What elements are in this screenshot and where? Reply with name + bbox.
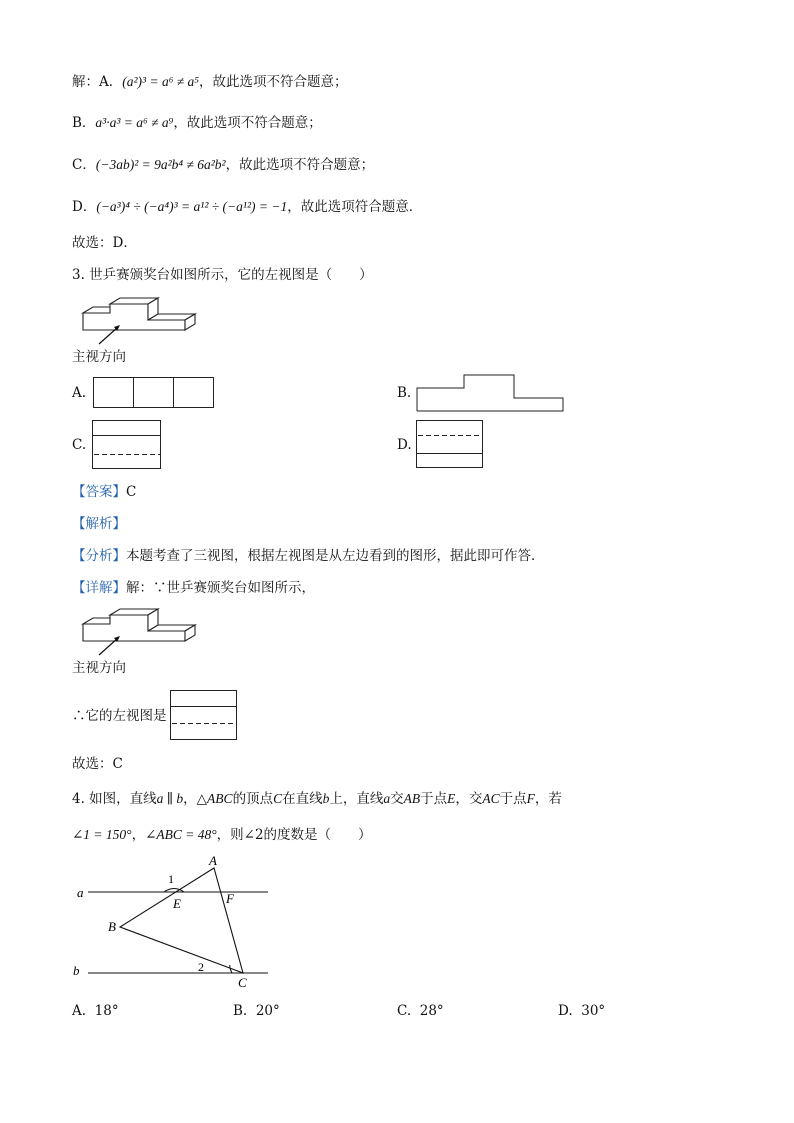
solution-c-prefix: C．	[72, 157, 96, 173]
detail-text: 解：∵世乒赛颁奖台如图所示，	[126, 580, 315, 596]
label-point-f: F	[226, 891, 234, 906]
solution-c-line	[72, 155, 374, 175]
q3-option-d-figure	[416, 420, 486, 470]
q3-answer-line	[72, 482, 136, 502]
detail-figure-caption: 主视方向	[72, 660, 126, 676]
conclusion-left-view	[170, 690, 238, 742]
fenxi-line	[72, 546, 545, 566]
conclusion-text: ∴它的左视图是	[72, 708, 167, 724]
answer-tag: 【答案】	[72, 484, 126, 500]
q4-mid5: 交	[390, 791, 404, 807]
q4-option-c-value: 28°	[419, 1003, 444, 1019]
solution-a-line	[72, 72, 348, 92]
solution-b-formula: a³·a³ = a⁶ ≠ a⁹	[95, 115, 174, 130]
q4-pt-f: F	[526, 791, 535, 806]
q3-option-b-figure	[416, 374, 566, 412]
q4-option-d	[558, 1003, 605, 1019]
label-line-a: a	[77, 885, 84, 900]
q4-cond-sep: ，	[131, 827, 146, 843]
solution-c-suffix: ，故此选项不符合题意；	[225, 157, 375, 173]
q4-mid7: ，交	[455, 791, 483, 807]
solution-a-formula: (a²)³ = a⁶ ≠ a⁵	[122, 74, 199, 89]
q3-option-a-label: A.	[72, 385, 87, 401]
label-point-b: B	[108, 919, 116, 934]
label-line-b: b	[73, 963, 80, 978]
detail-line	[72, 578, 315, 598]
q4-mid8: 于点	[499, 791, 527, 807]
q4-option-a	[72, 1003, 119, 1019]
q4-stem-end: ，若	[534, 791, 562, 807]
q4-option-a-letter: A.	[72, 1003, 87, 1019]
q3-option-d-label: D.	[397, 437, 412, 453]
q4-pt-c: C	[273, 791, 283, 806]
analysis-tag: 【解析】	[72, 516, 126, 532]
q4-option-b-value: 20°	[255, 1003, 280, 1019]
q4-option-b-letter: B.	[233, 1003, 248, 1019]
label-point-e: E	[173, 896, 181, 911]
solution-q2-answer: 故选：D．	[72, 235, 137, 251]
q3-stem: 3. 世乒赛颁奖台如图所示，它的左视图是（ ）	[72, 267, 373, 283]
q4-mid4: 上，直线	[329, 791, 384, 807]
solution-b-suffix: ，故此选项不符合题意；	[173, 115, 322, 131]
q4-mid2: 的顶点	[232, 791, 274, 807]
solution-a-suffix: ，故此选项不符合题意；	[199, 74, 348, 90]
solution-c-formula: (−3ab)² = 9a²b⁴ ≠ 6a²b²	[95, 157, 226, 172]
q4-option-a-value: 18°	[94, 1003, 119, 1019]
q4-mid3: 在直线	[282, 791, 323, 807]
fenxi-text: 本题考查了三视图，根据左视图是从左边看到的图形，据此即可作答．	[126, 548, 545, 564]
label-point-c: C	[238, 975, 247, 990]
q4-stem-line2	[72, 825, 372, 845]
q4-option-d-letter: D.	[558, 1003, 573, 1019]
q4-seg-ac: AC	[482, 791, 500, 806]
q4-cond2: ∠ABC = 48°	[145, 827, 217, 842]
solution-b-prefix: B．	[72, 115, 96, 131]
label-point-a: A	[209, 853, 217, 868]
label-angle-2: 2	[198, 960, 204, 974]
q3-option-b-label: B.	[397, 385, 412, 401]
q4-option-d-value: 30°	[581, 1003, 606, 1019]
solution-b-line	[72, 113, 322, 133]
q4-option-b	[233, 1003, 280, 1019]
detail-podium-figure	[80, 607, 200, 657]
solution-d-suffix: ，故此选项符合题意．	[287, 199, 423, 215]
solution-d-prefix: D．	[72, 199, 97, 215]
q4-cond-end: ，则∠2的度数是（ ）	[216, 827, 372, 843]
q4-parallel: a ∥ b	[156, 791, 184, 806]
q3-option-a-figure	[93, 377, 215, 409]
label-angle-1: 1	[168, 872, 174, 886]
q4-seg-ab: AB	[403, 791, 421, 806]
q3-figure-caption: 主视方向	[72, 349, 126, 365]
q4-line-a: a	[383, 791, 391, 806]
q4-line-b: b	[322, 791, 330, 806]
solution-a-prefix: 解：A．	[72, 74, 123, 90]
solution-d-line	[72, 197, 422, 217]
podium-figure	[80, 296, 200, 346]
solution-d-formula: (−a³)⁴ ÷ (−a⁴)³ = a¹² ÷ (−a¹²) = −1	[96, 199, 288, 214]
q4-stem-prefix: 4. 如图，直线	[72, 791, 157, 807]
q3-option-c-label: C.	[72, 437, 87, 453]
q4-mid6: 于点	[420, 791, 448, 807]
q4-mid1: ，	[183, 791, 197, 807]
q4-cond1: ∠1 = 150°	[72, 827, 132, 842]
detail-tag: 【详解】	[72, 580, 126, 596]
answer-value: C	[126, 484, 137, 500]
q4-stem-line1	[72, 789, 562, 809]
fenxi-tag: 【分析】	[72, 548, 126, 564]
q3-option-c-figure	[92, 420, 162, 470]
q4-pt-e: E	[447, 791, 456, 806]
q4-option-c	[397, 1003, 444, 1019]
q4-geometry-figure	[72, 853, 277, 993]
q4-triangle: △ABC	[196, 791, 233, 806]
q4-option-c-letter: C.	[397, 1003, 412, 1019]
q3-final-answer: 故选：C	[72, 756, 123, 772]
